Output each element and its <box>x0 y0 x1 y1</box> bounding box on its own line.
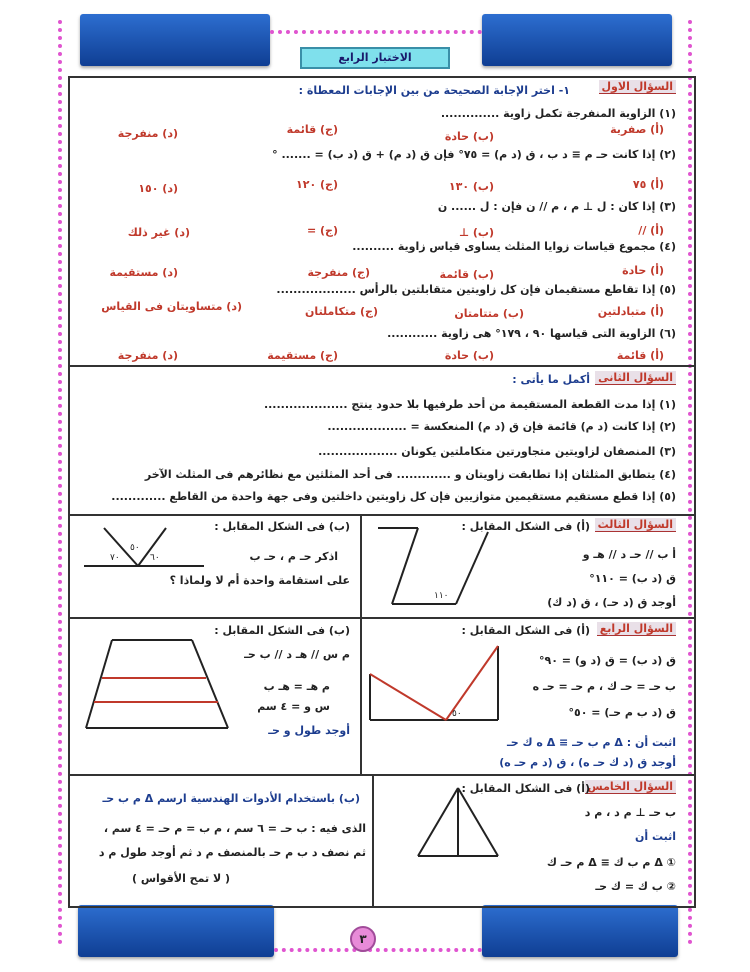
q4b-line-3: س و = ٤ سم <box>257 700 330 713</box>
q3b-angle-3: ٧٠ <box>110 553 120 563</box>
q4b-line-2: م هـ = هـ ب <box>263 680 330 693</box>
bottom-border <box>274 948 482 952</box>
q1-6-opt-d: (د) منفرجة <box>117 349 178 362</box>
q1-5-opt-a: (أ) متبادلتين <box>597 305 664 318</box>
q2-item-3: (٣) المنصفان لزاويتين متجاورتين متكاملتين يكونان ................... <box>318 445 676 458</box>
q3b-angle-2: ٥٠ <box>130 543 140 553</box>
q5a-item-2: ② ب ك = ك حـ <box>595 880 676 893</box>
q1-label: السؤال الاول <box>599 80 676 94</box>
q1-6-opt-b: (ب) حادة <box>444 349 494 362</box>
q1-item-5: (٥) إذا تقاطع مستقيمان فإن كل زاويتين متقابلتين بالرأس ................... <box>276 283 676 296</box>
q4a-line-2: ب حـ = حـ ك ، م حـ = حـ ه <box>532 680 676 693</box>
q2-item-4: (٤) يتطابق المثلثان إذا تطابقت زاويتان و ............. فى أحد المثلثين مع نظائرهم فى المثلث الآخر <box>144 468 676 481</box>
q1-1-opt-a: (أ) صفرية <box>610 123 664 136</box>
q3a-figure <box>372 518 502 614</box>
q5-label: السؤال الخامس <box>585 780 676 794</box>
q3b-line-2: على استقامة واحدة أم لا ولماذا ؟ <box>169 574 350 587</box>
q1-1-opt-b: (ب) حادة <box>444 130 494 143</box>
q2-label: السؤال الثانى <box>595 371 676 385</box>
q1-3-opt-a: (أ) // <box>638 224 664 237</box>
q5b-line-1: الذى فيه : ب حـ = ٦ سم ، م ب = م حـ = ٤ سم ، <box>103 822 366 835</box>
q1-5-opt-d: (د) متساويتان فى القياس <box>101 300 242 313</box>
q3b-angle-1: ٦٠ <box>150 553 160 563</box>
q4b-figure <box>82 630 232 740</box>
column-divider-q5 <box>372 774 374 908</box>
q1-item-1: (١) الزاوية المنفرجة تكمل زاوية .............. <box>440 107 676 120</box>
q4a-line-red-1 <box>370 674 446 720</box>
q1-2-opt-c: (ج) ١٢٠ <box>296 178 338 191</box>
divider-1 <box>68 365 696 367</box>
q4a-line-3: ق (د ب م حـ) = ٥٠° <box>568 706 676 719</box>
q4a-prove: اثبت أن : Δ م ب حـ ≡ Δ ه ك حـ <box>506 736 676 749</box>
q4b-left <box>86 640 112 728</box>
q5a-line-2: اثبت أن <box>634 830 676 843</box>
q4b-title: (ب) فى الشكل المقابل : <box>214 624 350 637</box>
header-bar-left <box>80 14 270 66</box>
q3-label: السؤال الثالث <box>595 518 676 532</box>
q1-4-opt-d: (د) مستقيمة <box>109 266 178 279</box>
q3a-line-1: أ ب // حـ د // هـ و <box>582 548 676 561</box>
q3a-line-2: ق (د ب) = ١١٠° <box>589 572 676 585</box>
q4a-figure <box>366 636 506 740</box>
q1-instruction: ١- اختر الإجابة الصحيحة من بين الإجابات المعطاة : <box>298 84 570 97</box>
q1-4-opt-c: (ج) منفرجة <box>307 266 370 279</box>
q4-label: السؤال الرابع <box>597 622 676 636</box>
divider-2 <box>68 514 696 516</box>
q5a-item-1: ① Δ م ب ك ≡ Δ م حـ ك <box>546 856 676 869</box>
q2-instruction: أكمل ما يأتى : <box>512 373 590 386</box>
page-title: الاختبار الرابع <box>300 47 450 69</box>
column-divider-q3 <box>360 514 362 617</box>
q1-item-6: (٦) الزاوية التى قياسها ٩٠ ، ١٧٩° هى زاوية ............ <box>387 327 676 340</box>
q2-item-2: (٢) إذا كانت (د م) قائمة فإن ق (د م) المنعكسة = ................... <box>327 420 676 433</box>
q1-item-3: (٣) إذا كان : ل ⊥ م ، م // ن فإن : ل ...... ن <box>437 200 676 213</box>
q1-3-opt-d: (د) غير ذلك <box>127 226 190 239</box>
q1-5-opt-b: (ب) متتامتان <box>454 307 524 320</box>
q3a-angle-label: ١١٠ <box>434 591 449 601</box>
q4a-angle-label: ٥٠ <box>452 709 462 719</box>
q4a-title: (أ) فى الشكل المقابل : <box>461 624 590 637</box>
q1-6-opt-a: (أ) قائمة <box>616 349 664 362</box>
q1-4-opt-a: (أ) حادة <box>622 264 664 277</box>
q1-3-opt-c: (ج) = <box>306 224 338 237</box>
q1-2-opt-b: (ب) ١٣٠ <box>448 180 494 193</box>
q3b-figure <box>80 524 208 584</box>
header-bar-right <box>482 14 672 66</box>
page-number: ٣ <box>350 926 376 952</box>
q4b-right <box>192 640 228 728</box>
q1-2-opt-a: (أ) ٧٥ <box>632 178 664 191</box>
q5a-line-1: ب حـ ⊥ م د ، م د <box>584 806 676 819</box>
column-divider-q4 <box>360 617 362 774</box>
q5a-side-left <box>418 788 458 856</box>
q3b-title: (ب) فى الشكل المقابل : <box>214 520 350 533</box>
q1-2-opt-d: (د) ١٥٠ <box>138 182 178 195</box>
q1-3-opt-b: (ب) ⊥ <box>459 226 494 239</box>
q1-4-opt-b: (ب) قائمة <box>439 268 494 281</box>
divider-4 <box>68 774 696 776</box>
q4b-find: أوجد طول و حـ <box>268 724 350 737</box>
q2-item-5: (٥) إذا قطع مستقيم مستقيمين متوازيين فإن كل زاويتين داخلتين وفى جهة واحدة من القاطع ............. <box>111 490 676 503</box>
left-border <box>58 20 62 945</box>
q1-6-opt-c: (ج) مستقيمة <box>267 349 338 362</box>
q4a-line-1: ق (د ب) = ق (د و) = ٩٠° <box>539 654 676 667</box>
top-border <box>270 30 482 34</box>
q4b-line-1: م س // هـ د // ب حـ <box>244 648 350 661</box>
q5b-line-2: ثم نصف د ب م حـ بالمنصف م د ثم أوجد طول م د <box>98 846 366 859</box>
q2-item-1: (١) إذا مدت القطعة المستقيمة من أحد طرفيها بلا حدود ينتج .................... <box>263 398 676 411</box>
q5a-side-right <box>458 788 498 856</box>
q3a-segment-right <box>456 532 488 604</box>
q5b-title: (ب) باستخدام الأدوات الهندسية ارسم Δ م ب حـ <box>102 792 360 805</box>
q3a-line-3: أوجد ق (د حـ) ، ق (د ك) <box>547 596 676 609</box>
footer-bar-right <box>482 905 678 957</box>
footer-bar-left <box>78 905 274 957</box>
q1-item-2: (٢) إذا كانت حـ م ≡ د ب ، ق (د م) = ٧٥° فإن ق (د م) + ق (د ب) = ....... ° <box>272 148 676 161</box>
q1-1-opt-c: (ج) قائمة <box>286 123 338 136</box>
q3a-segment-diag <box>392 528 418 604</box>
q1-item-4: (٤) مجموع قياسات زوايا المثلث يساوى قياس زاوية .......... <box>352 240 676 253</box>
q1-1-opt-d: (د) منفرجة <box>117 127 178 140</box>
q1-5-opt-c: (ج) متكاملتان <box>305 305 378 318</box>
q3a-title: (أ) فى الشكل المقابل : <box>461 520 590 533</box>
divider-3 <box>68 617 696 619</box>
q3b-line-1: اذكر حـ م ، حـ ب <box>249 550 338 563</box>
q5b-note: ( لا تمح الأقواس ) <box>131 872 230 885</box>
q5a-title: (أ) فى الشكل المقابل : <box>461 782 590 795</box>
q4a-find: أوجد ق (د ك حـ ه) ، ق (د م حـ ه) <box>499 756 676 769</box>
q5a-figure <box>410 782 510 862</box>
